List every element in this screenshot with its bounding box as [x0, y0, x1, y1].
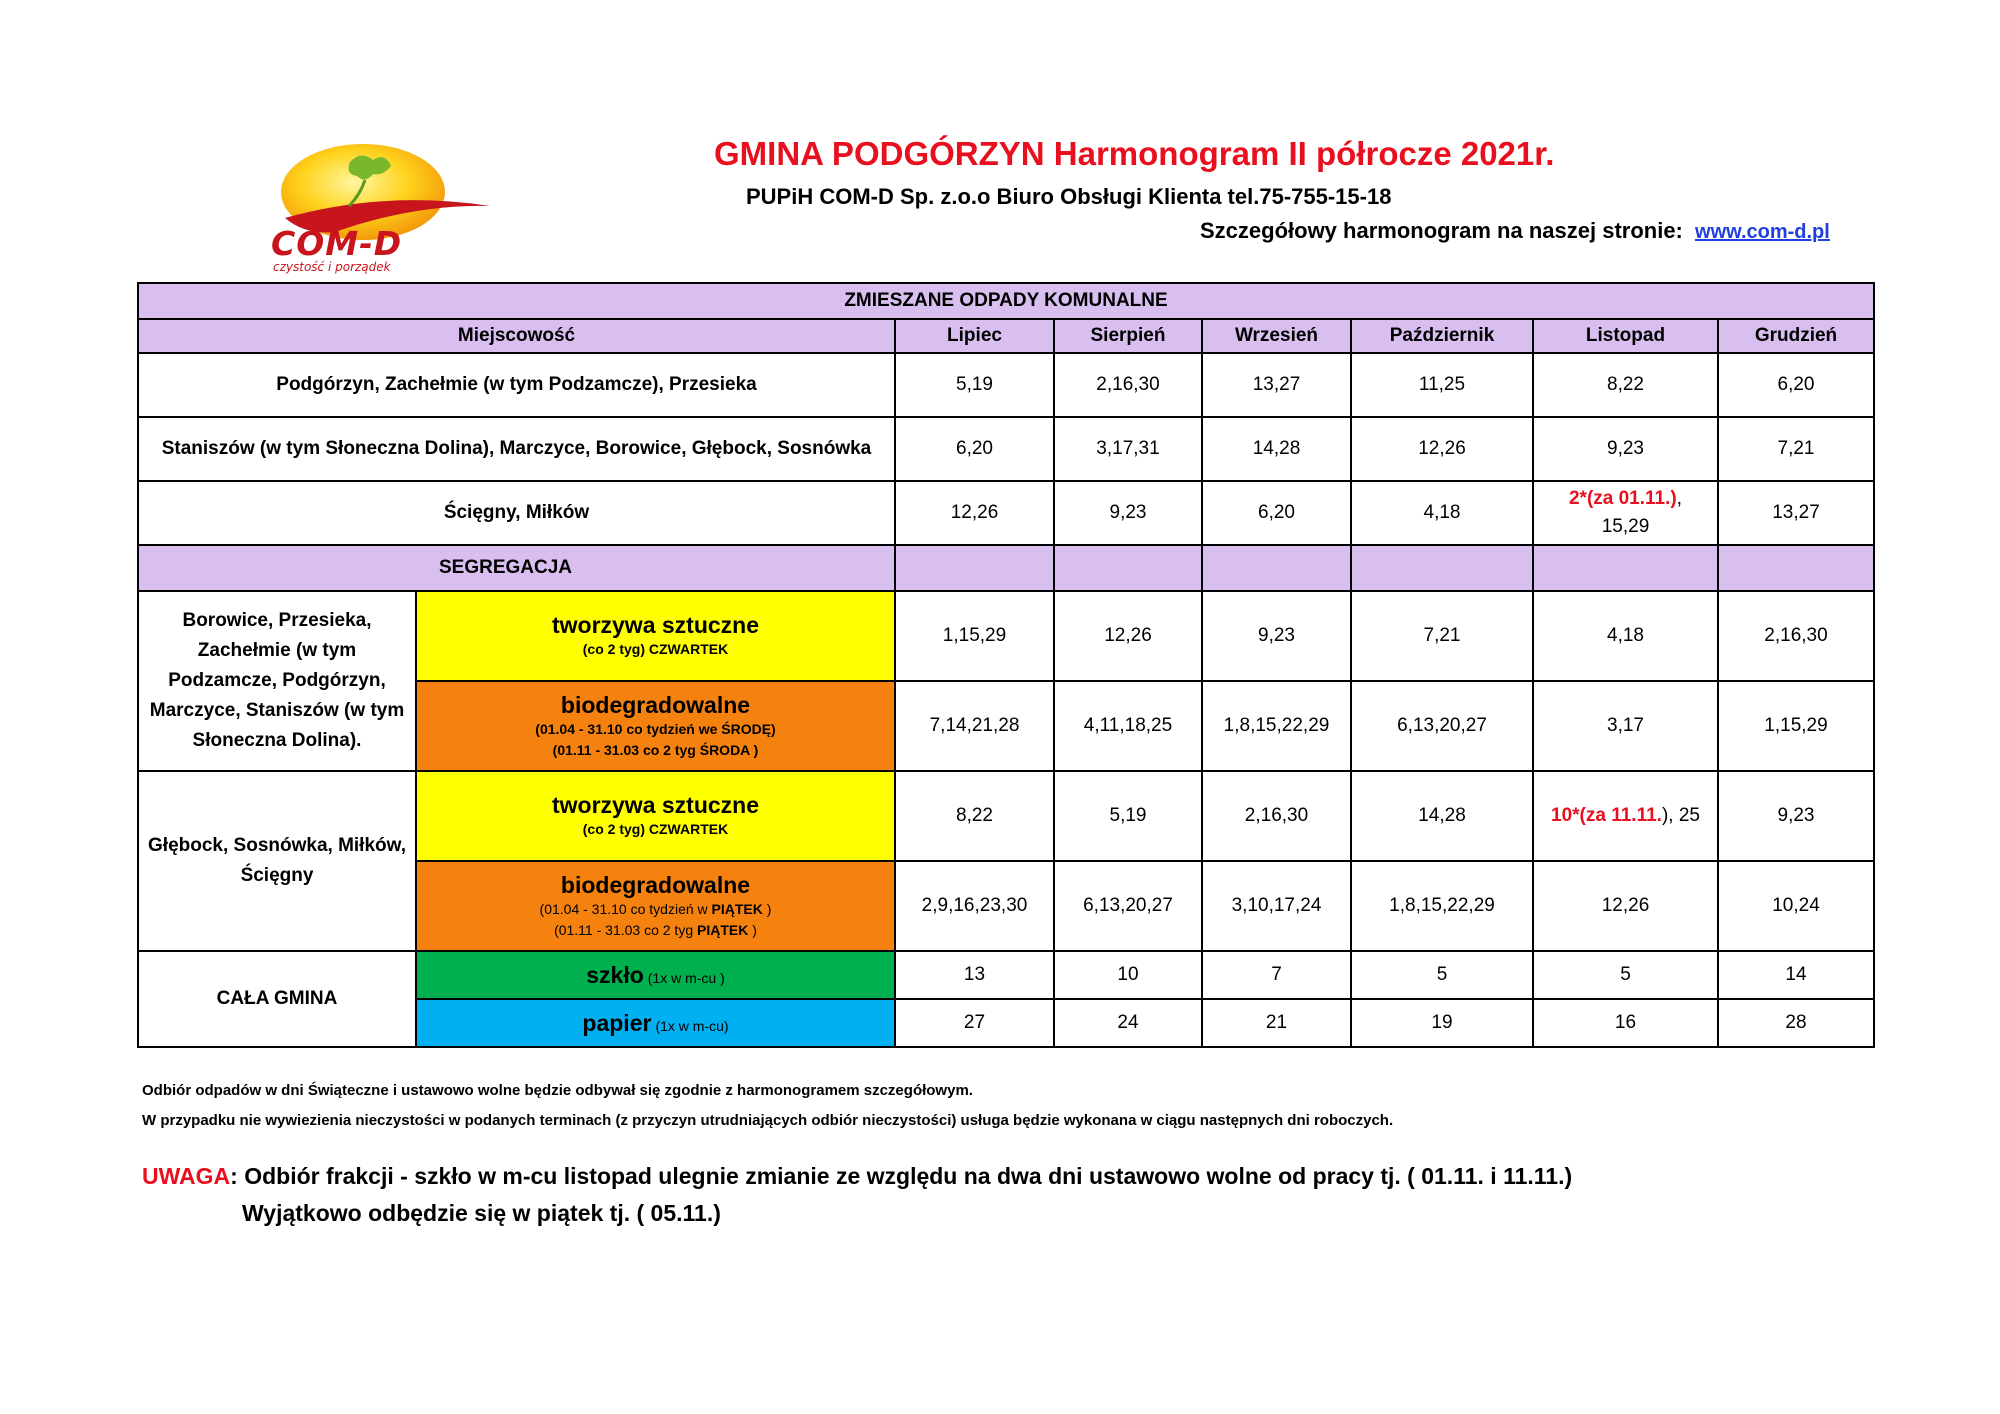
fraction-cell-paper	[416, 999, 895, 1047]
date-cell: 4,11,18,25	[1054, 681, 1202, 771]
date-cell: 9,23	[1202, 591, 1351, 681]
note-text: )	[748, 921, 757, 938]
date-cell: 21	[1202, 999, 1351, 1047]
fraction-note	[421, 899, 890, 920]
footnote-delays: W przypadku nie wywiezienia nieczystości w podanych terminach (z przyczyn utrudniających odbiór nieczystości) usługa będzie wykonana w ciągu następnych dni roboczych.	[142, 1112, 1394, 1129]
schedule-table	[137, 282, 1875, 1048]
date-cell: 14,28	[1351, 771, 1533, 861]
logo-brand: COM-D	[271, 224, 403, 263]
date-cell: 13	[895, 951, 1054, 999]
note-text: )	[762, 900, 772, 917]
group-place-cell: Borowice, Przesieka, Zachełmie (w tym Podzamcze, Podgórzyn, Marczyce, Staniszów (w tym Słoneczna Dolina).	[138, 591, 416, 771]
table-row	[138, 951, 1874, 999]
date-cell: 2,9,16,23,30	[895, 861, 1054, 951]
date-cell: 10	[1054, 951, 1202, 999]
col-header-month: Październik	[1351, 319, 1533, 353]
section-mixed-title: ZMIESZANE ODPADY KOMUNALNE	[138, 283, 1874, 319]
website-line	[1200, 218, 1830, 244]
date-cell: 7,21	[1351, 591, 1533, 681]
date-cell: 5,19	[895, 353, 1054, 417]
date-cell: 3,10,17,24	[1202, 861, 1351, 951]
date-cell: 9,23	[1718, 771, 1874, 861]
date-cell-special	[1533, 771, 1718, 861]
website-label: Szczegółowy harmonogram na naszej stronie:	[1200, 218, 1683, 243]
warning-line	[142, 1163, 1572, 1190]
date-cell: 8,22	[895, 771, 1054, 861]
date-cell: 4,18	[1351, 481, 1533, 545]
col-header-month: Wrzesień	[1202, 319, 1351, 353]
fraction-cell-bio	[416, 681, 895, 771]
date-cell: 7,14,21,28	[895, 681, 1054, 771]
date-text: ), 25	[1661, 805, 1700, 826]
fraction-cell-glass	[416, 951, 895, 999]
com-d-logo	[265, 140, 495, 275]
group-place-cell: Głębock, Sosnówka, Miłków, Ścięgny	[138, 771, 416, 951]
col-header-month: Lipiec	[895, 319, 1054, 353]
footnote-holidays: Odbiór odpadów w dni Świąteczne i ustawowo wolne będzie odbywał się zgodnie z harmonogramem szczegółowym.	[142, 1082, 973, 1099]
fraction-cell-plastic	[416, 771, 895, 861]
warning-label: UWAGA	[142, 1163, 231, 1189]
date-cell: 12,26	[1351, 417, 1533, 481]
date-cell: 2,16,30	[1202, 771, 1351, 861]
fraction-note: (1x w m-cu )	[647, 969, 725, 986]
empty-cell	[1718, 545, 1874, 591]
date-cell: 5	[1533, 951, 1718, 999]
date-cell: 24	[1054, 999, 1202, 1047]
date-cell: 5,19	[1054, 771, 1202, 861]
date-cell: 28	[1718, 999, 1874, 1047]
date-cell: 6,20	[895, 417, 1054, 481]
fraction-note: (1x w m-cu)	[655, 1017, 729, 1034]
section-seg-row	[138, 545, 1874, 591]
date-cell: 2,16,30	[1718, 591, 1874, 681]
section-header-row	[138, 283, 1874, 319]
fraction-name: tworzywa sztuczne	[551, 792, 760, 818]
note-text: (01.04 - 31.10 co tydzień w	[539, 900, 712, 917]
fraction-note	[421, 920, 890, 941]
holiday-note: 10*(za 11.11.	[1551, 805, 1662, 826]
date-cell: 6,20	[1718, 353, 1874, 417]
empty-cell	[1351, 545, 1533, 591]
date-cell: 6,13,20,27	[1054, 861, 1202, 951]
fraction-note: (01.04 - 31.10 co tydzień we ŚRODĘ)	[535, 720, 776, 737]
place-cell: Ścięgny, Miłków	[138, 481, 895, 545]
date-cell: 16	[1533, 999, 1718, 1047]
group-place-cell: CAŁA GMINA	[138, 951, 416, 1047]
section-seg-label: SEGREGACJA	[439, 557, 573, 578]
date-cell: 4,18	[1533, 591, 1718, 681]
note-day: PIĄTEK	[711, 900, 763, 917]
date-cell: 13,27	[1718, 481, 1874, 545]
header-row	[138, 319, 1874, 353]
date-cell: 1,8,15,22,29	[1202, 681, 1351, 771]
date-cell: 7	[1202, 951, 1351, 999]
empty-cell	[1533, 545, 1718, 591]
holiday-note: 2*(za 01.11.)	[1568, 488, 1677, 509]
page-subtitle: PUPiH COM-D Sp. z.o.o Biuro Obsługi Klienta tel.75-755-15-18	[746, 184, 1392, 209]
logo-tagline: czystość i porządek	[273, 260, 391, 274]
fraction-note: (co 2 tyg) CZWARTEK	[582, 641, 729, 657]
date-cell: 19	[1351, 999, 1533, 1047]
note-text: (01.11 - 31.03 co 2 tyg	[554, 921, 698, 938]
date-cell: 5	[1351, 951, 1533, 999]
place-cell: Staniszów (w tym Słoneczna Dolina), Marczyce, Borowice, Głębock, Sosnówka	[138, 417, 895, 481]
fraction-name: papier	[582, 1009, 652, 1036]
fraction-note: (01.11 - 31.03 co 2 tyg ŚRODA )	[552, 741, 759, 758]
date-cell: 1,8,15,22,29	[1351, 861, 1533, 951]
date-cell: 9,23	[1054, 481, 1202, 545]
date-cell-special	[1533, 481, 1718, 545]
col-header-place: Miejscowość	[138, 319, 895, 353]
date-cell: 3,17,31	[1054, 417, 1202, 481]
date-cell: 1,15,29	[895, 591, 1054, 681]
empty-cell	[895, 545, 1054, 591]
empty-cell	[1202, 545, 1351, 591]
col-header-month: Grudzień	[1718, 319, 1874, 353]
date-text: ,	[1676, 488, 1683, 509]
section-seg-title	[138, 545, 895, 591]
date-cell: 7,21	[1718, 417, 1874, 481]
table-row	[138, 591, 1874, 681]
date-cell: 12,26	[895, 481, 1054, 545]
date-cell: 10,24	[1718, 861, 1874, 951]
date-cell: 6,13,20,27	[1351, 681, 1533, 771]
date-cell: 12,26	[1054, 591, 1202, 681]
date-cell: 14,28	[1202, 417, 1351, 481]
date-cell: 14	[1718, 951, 1874, 999]
date-text: 15,29	[1601, 516, 1650, 537]
fraction-note: (co 2 tyg) CZWARTEK	[582, 821, 729, 837]
col-header-month: Listopad	[1533, 319, 1718, 353]
note-day: PIĄTEK	[697, 921, 749, 938]
col-header-month: Sierpień	[1054, 319, 1202, 353]
date-cell: 11,25	[1351, 353, 1533, 417]
date-cell: 12,26	[1533, 861, 1718, 951]
place-cell: Podgórzyn, Zachełmie (w tym Podzamcze), Przesieka	[138, 353, 895, 417]
date-cell: 13,27	[1202, 353, 1351, 417]
fraction-name: biodegradowalne	[560, 871, 751, 898]
date-cell: 6,20	[1202, 481, 1351, 545]
fraction-name: tworzywa sztuczne	[551, 612, 760, 638]
warning-line-2: Wyjątkowo odbędzie się w piątek tj. ( 05.11.)	[242, 1200, 721, 1226]
fraction-name: biodegradowalne	[560, 691, 751, 718]
fraction-cell-bio	[416, 861, 895, 951]
warning-text: : Odbiór frakcji - szkło w m-cu listopad ulegnie zmianie ze względu na dwa dni ustawowo wolne od pracy tj. ( 01.11. i 11.11.)	[230, 1163, 1573, 1189]
table-row	[138, 417, 1874, 481]
date-cell: 8,22	[1533, 353, 1718, 417]
date-cell: 2,16,30	[1054, 353, 1202, 417]
fraction-cell-plastic	[416, 591, 895, 681]
page-title: GMINA PODGÓRZYN Harmonogram II półrocze 2021r.	[714, 135, 1555, 172]
website-link[interactable]: www.com-d.pl	[1695, 221, 1830, 243]
table-row	[138, 481, 1874, 545]
empty-cell	[1054, 545, 1202, 591]
date-cell: 1,15,29	[1718, 681, 1874, 771]
date-cell: 3,17	[1533, 681, 1718, 771]
table-row	[138, 771, 1874, 861]
date-cell: 27	[895, 999, 1054, 1047]
table-row	[138, 353, 1874, 417]
date-cell: 9,23	[1533, 417, 1718, 481]
fraction-name: szkło	[586, 961, 644, 988]
